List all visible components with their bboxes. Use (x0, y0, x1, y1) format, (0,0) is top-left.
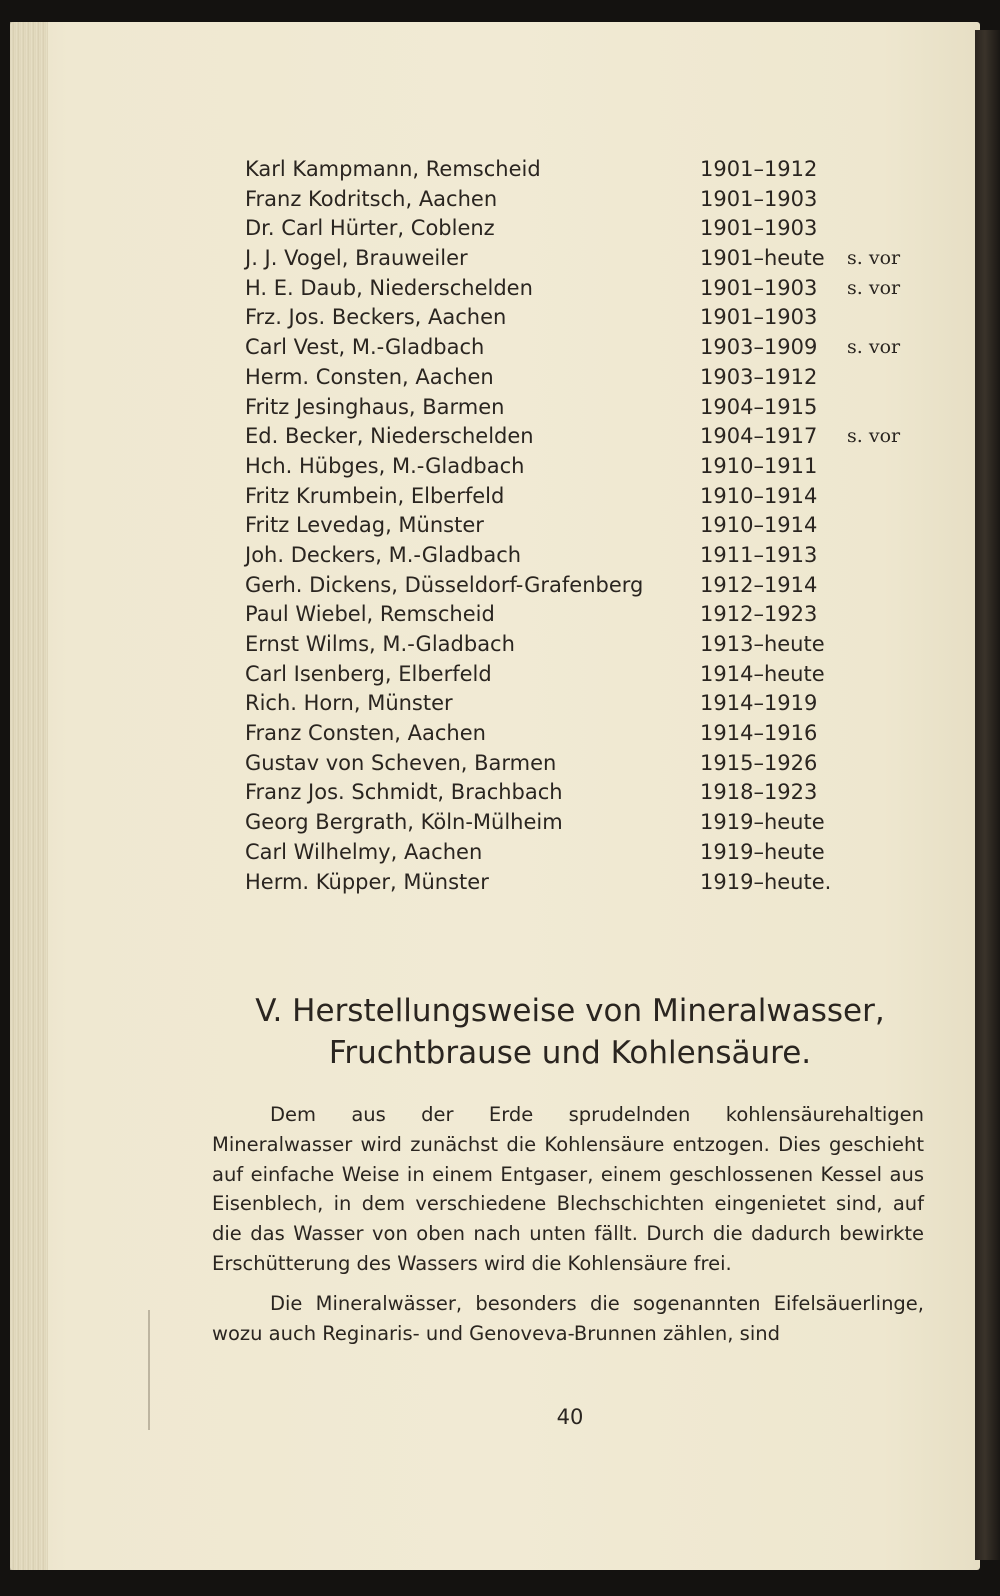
member-years: 1910–1914 (700, 483, 818, 508)
member-row (245, 600, 925, 630)
member-row (245, 393, 925, 423)
member-row (245, 185, 925, 215)
member-name: Herm. Consten, Aachen (245, 364, 494, 389)
member-row (245, 155, 925, 185)
member-years: 1912–1923 (700, 602, 818, 627)
book-spine-edge (975, 30, 1000, 1560)
member-row (245, 274, 925, 304)
member-name: Fritz Jesinghaus, Barmen (245, 394, 505, 419)
member-name: Herm. Küpper, Münster (245, 869, 489, 894)
member-row (245, 482, 925, 512)
member-row (245, 422, 925, 452)
member-note: s. vor (847, 276, 901, 299)
member-years: 1904–1915 (700, 394, 818, 419)
member-years: 1901–1912 (700, 157, 818, 181)
member-name: Carl Isenberg, Elberfeld (245, 661, 492, 686)
paragraph-1: Dem aus der Erde sprudelnden kohlensäurehaltigen Mineralwasser wird zunächst die Kohlensäure entzogen. Dies geschieht auf einfache Weise in einem Entgaser, einem geschlossenen Kessel aus Eisenblech, in dem verschiedene Blechschichten eingenietet sind, auf die das Wasser von oben nach unten fällt. Durch die dadurch bewirkte Erschütterung des Wassers wird die Kohlensäure frei. (212, 1103, 924, 1275)
member-years: 1901–1903 (700, 275, 818, 300)
member-row (245, 689, 925, 719)
member-name: Joh. Deckers, M.-Gladbach (245, 542, 522, 567)
member-name: Paul Wiebel, Remscheid (245, 602, 495, 627)
member-name: Franz Kodritsch, Aachen (245, 186, 498, 211)
member-name: Gustav von Scheven, Barmen (245, 750, 557, 775)
chapter-heading (220, 990, 920, 1074)
member-note: s. vor (847, 247, 901, 270)
member-row (245, 214, 925, 244)
member-row (245, 303, 925, 333)
member-row (245, 630, 925, 660)
member-name: Ernst Wilms, M.-Gladbach (245, 632, 515, 656)
member-name: Ed. Becker, Niederschelden (245, 424, 534, 449)
member-years: 1903–1909 (700, 335, 818, 360)
member-name: H. E. Daub, Niederschelden (245, 275, 533, 300)
paragraph-2: Die Mineralwässer, besonders die sogenannten Eifelsäuerlinge, wozu auch Reginaris- und Genoveva-Brunnen zählen, sind (212, 1291, 924, 1345)
member-years: 1912–1914 (700, 572, 818, 597)
member-name: Hch. Hübges, M.-Gladbach (245, 453, 525, 478)
member-years: 1911–1913 (700, 542, 818, 567)
member-years: 1913–heute (700, 632, 825, 656)
member-row (245, 838, 925, 868)
member-years: 1914–1916 (700, 721, 818, 746)
member-years: 1910–1914 (700, 513, 818, 538)
member-row (245, 749, 925, 779)
member-name: Dr. Carl Hürter, Coblenz (245, 216, 495, 241)
member-years: 1901–1903 (700, 305, 818, 330)
member-row (245, 363, 925, 393)
member-years: 1910–1911 (700, 453, 818, 478)
member-years: 1901–1903 (700, 186, 818, 211)
member-name: Fritz Krumbein, Elberfeld (245, 483, 505, 508)
member-row (245, 571, 925, 601)
member-years: 1918–1923 (700, 780, 818, 805)
member-note: s. vor (847, 336, 901, 359)
member-row (245, 660, 925, 690)
body-text (212, 1100, 924, 1348)
member-note: s. vor (847, 425, 901, 448)
chapter-heading-line-2: Fruchtbrause und Kohlensäure. (328, 1035, 812, 1071)
member-name: Gerh. Dickens, Düsseldorf-Grafenberg (245, 572, 644, 597)
member-name: Franz Jos. Schmidt, Brachbach (245, 780, 563, 805)
member-years: 1914–1919 (700, 691, 818, 716)
member-name: J. J. Vogel, Brauweiler (245, 246, 468, 271)
member-name: Carl Vest, M.-Gladbach (245, 335, 485, 360)
member-list (245, 155, 925, 897)
member-years: 1919–heute (700, 839, 825, 864)
member-years: 1903–1912 (700, 364, 818, 389)
margin-pencil-mark (148, 1310, 150, 1430)
member-years: 1915–1926 (700, 750, 818, 775)
chapter-heading-line-1: V. Herstellungsweise von Mineralwasser, (255, 993, 885, 1029)
member-years: 1901–heute (700, 246, 825, 271)
member-row (245, 244, 925, 274)
member-row (245, 868, 925, 898)
member-name: Georg Bergrath, Köln-Mülheim (245, 810, 563, 835)
member-years: 1904–1917 (700, 424, 818, 449)
member-name: Carl Wilhelmy, Aachen (245, 839, 483, 864)
member-row (245, 541, 925, 571)
member-row (245, 808, 925, 838)
member-years: 1919–heute. (700, 869, 832, 894)
member-row (245, 452, 925, 482)
member-row (245, 333, 925, 363)
member-name: Franz Consten, Aachen (245, 721, 486, 746)
member-name: Frz. Jos. Beckers, Aachen (245, 305, 507, 330)
page-edges (10, 22, 48, 1570)
member-name: Rich. Horn, Münster (245, 691, 453, 716)
member-years: 1914–heute (700, 661, 825, 686)
member-years: 1919–heute (700, 810, 825, 835)
member-row (245, 719, 925, 749)
member-row (245, 511, 925, 541)
member-years: 1901–1903 (700, 216, 818, 241)
member-name: Fritz Levedag, Münster (245, 513, 484, 538)
member-name: Karl Kampmann, Remscheid (245, 157, 541, 181)
page-number: 40 (556, 1405, 584, 1429)
member-row (245, 778, 925, 808)
